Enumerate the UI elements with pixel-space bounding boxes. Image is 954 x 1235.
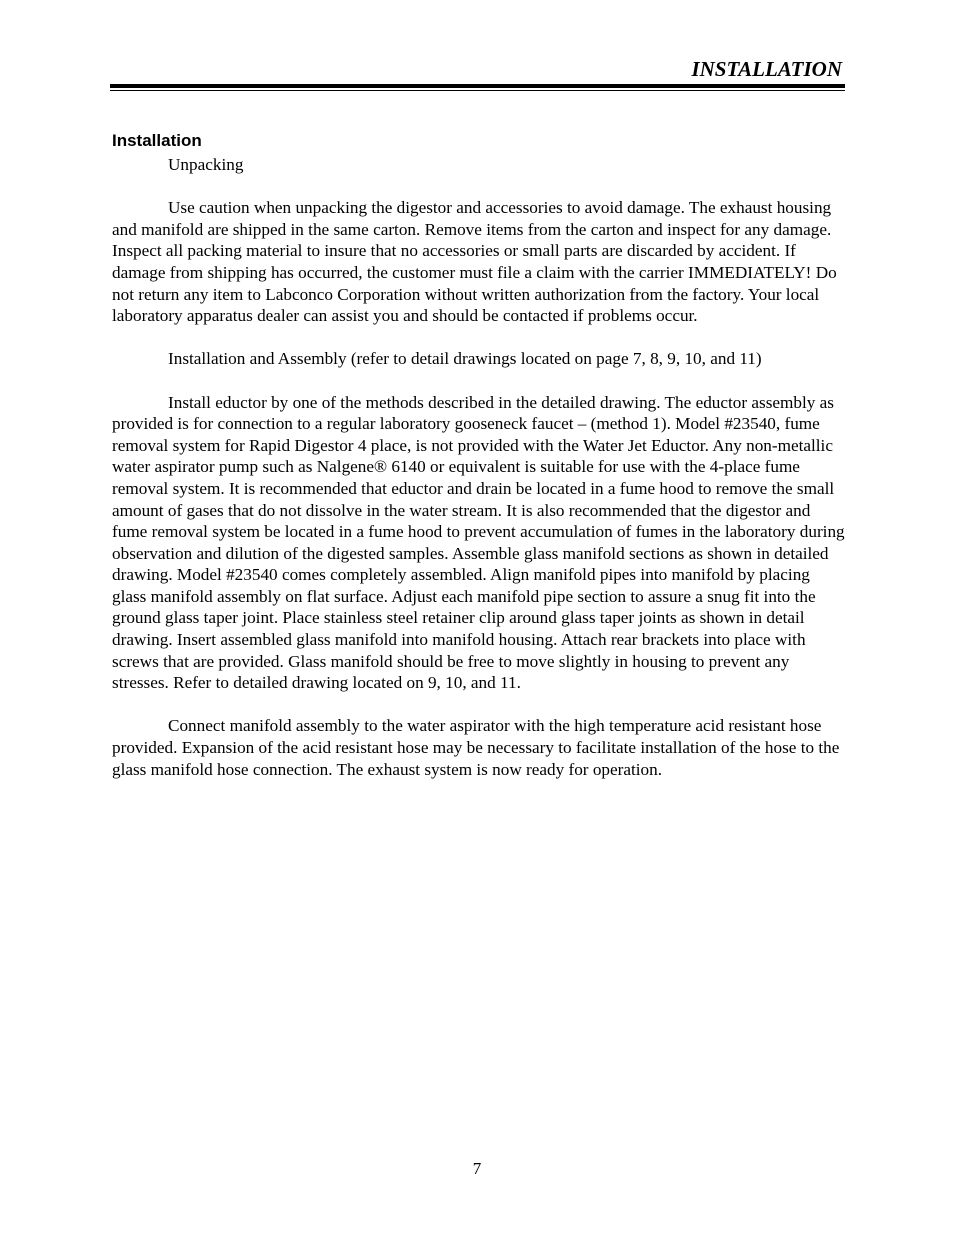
header-rule-thick xyxy=(110,84,845,88)
paragraph-unpacking: Use caution when unpacking the digestor and accessories to avoid damage. The exhaust housing and manifold are shipped in the same carton. Remove items from the carton and inspect for any damage. Inspect all packing material to insure that no accessories or small parts are discarded by accident. If damage from shipping has occurred, the customer must file a claim with the carrier IMMEDIATELY! Do not return any item to Labconco Corporation without written authorization from the factory. Your local laboratory apparatus dealer can assist you and should be contacted if problems occur. xyxy=(112,198,837,326)
running-header-title: INSTALLATION xyxy=(691,57,842,81)
page-content xyxy=(112,130,847,780)
subheading-unpacking: Unpacking xyxy=(168,155,244,174)
page-number: 7 xyxy=(472,1159,482,1178)
paragraph-eductor: Install eductor by one of the methods described in the detailed drawing. The eductor assembly as provided is for connection to a regular laboratory gooseneck faucet – (method 1). Model #23540, fume removal system for Rapid Digestor 4 place, is not provided with the Water Jet Eductor. Any non-metallic water aspirator pump such as Nalgene® 6140 or equivalent is suitable for use with the 4-place fume removal system. It is recommended that eductor and drain be located in a fume hood to remove the small amount of gases that do not dissolve in the water stream. It is also recommended that the digestor and fume removal system be located in a fume hood to prevent accumulation of fumes in the laboratory during observation and dilution of the digested samples. Assemble glass manifold sections as shown in detailed drawing. Model #23540 comes completely assembled. Align manifold pipes into manifold by placing glass manifold assembly on flat surface. Adjust each manifold pipe section to assure a snug fit into the ground glass taper joint. Place stainless steel retainer clip around glass taper joints as shown in detail drawing. Insert assembled glass manifold into manifold housing. Attach rear brackets into place with screws that are provided. Glass manifold should be free to move slightly in housing to prevent any stresses. Refer to detailed drawing located on 9, 10, and 11. xyxy=(112,392,845,693)
header-rule-thin xyxy=(110,90,845,91)
paragraph-connect-manifold: Connect manifold assembly to the water aspirator with the high temperature acid resistant hose provided. Expansion of the acid resistant hose may be necessary to facilitate installation of the hose to the glass manifold hose connection. The exhaust system is now ready for operation. xyxy=(112,716,840,779)
subheading-installation-assembly: Installation and Assembly (refer to detail drawings located on page 7, 8, 9, 10, and 11) xyxy=(168,349,762,369)
section-heading: Installation xyxy=(112,131,202,150)
